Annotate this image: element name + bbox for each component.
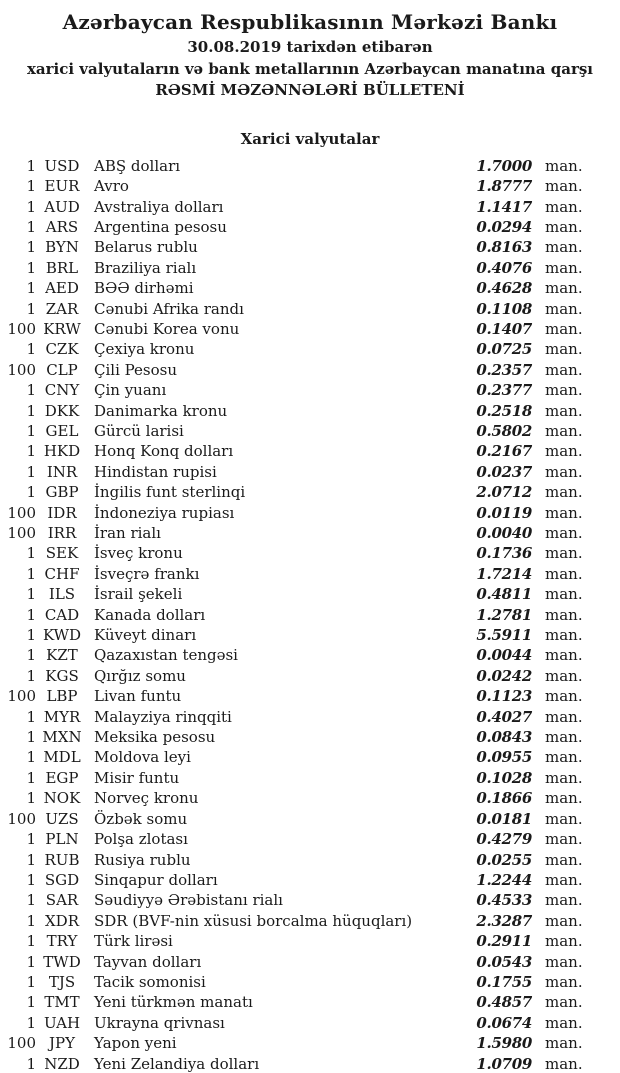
table-row	[0, 196, 620, 216]
unit-label-cell: man.	[545, 156, 583, 175]
unit-label-cell: man.	[545, 524, 583, 543]
table-row	[0, 849, 620, 869]
currency-name-cell: Yeni Zelandiya dolları	[94, 1054, 260, 1073]
rate-value-cell: 0.5802	[476, 421, 532, 440]
effective-date-line: 30.08.2019 tarixdən etibarən	[187, 38, 433, 56]
unit-label-cell: man.	[545, 462, 583, 481]
quantity-cell: 1	[26, 585, 36, 604]
rate-value-cell: 0.0543	[476, 952, 532, 971]
table-row	[0, 543, 620, 563]
quantity-cell: 1	[26, 483, 36, 502]
table-row	[0, 768, 620, 788]
currency-name-cell: İsrail şekeli	[94, 585, 183, 604]
rate-value-cell: 0.1123	[476, 687, 532, 706]
currency-code-cell: GEL	[45, 421, 79, 440]
currency-name-cell: Cənubi Korea vonu	[94, 319, 240, 338]
quantity-cell: 1	[26, 544, 36, 563]
rate-value-cell: 0.4811	[476, 585, 532, 604]
currency-name-cell: Norveç kronu	[94, 789, 199, 808]
rate-value-cell: 0.1755	[476, 972, 532, 991]
currency-code-cell: TRY	[46, 932, 78, 951]
currency-code-cell: TWD	[43, 952, 81, 971]
quantity-cell: 100	[7, 360, 36, 379]
bank-name-title: Azərbaycan Respublikasının Mərkəzi Bankı	[62, 10, 558, 34]
table-row	[0, 1033, 620, 1053]
rate-value-cell: 0.8163	[476, 238, 532, 257]
quantity-cell: 1	[26, 646, 36, 665]
rate-value-cell: 2.3287	[476, 911, 532, 930]
currency-code-cell: TJS	[48, 972, 76, 991]
currency-code-cell: CZK	[45, 340, 79, 359]
unit-label-cell: man.	[545, 360, 583, 379]
unit-label-cell: man.	[545, 238, 583, 257]
unit-label-cell: man.	[545, 503, 583, 522]
quantity-cell: 1	[26, 462, 36, 481]
unit-label-cell: man.	[545, 585, 583, 604]
rate-value-cell: 0.0119	[476, 503, 532, 522]
currency-code-cell: TMT	[44, 993, 80, 1012]
currency-code-cell: HKD	[43, 442, 81, 461]
unit-label-cell: man.	[545, 707, 583, 726]
quantity-cell: 1	[26, 850, 36, 869]
currency-name-cell: Çin yuanı	[94, 381, 167, 400]
unit-label-cell: man.	[545, 972, 583, 991]
table-row	[0, 278, 620, 298]
table-row	[0, 951, 620, 971]
currency-code-cell: USD	[44, 156, 80, 175]
currency-code-cell: GBP	[45, 483, 79, 502]
table-row	[0, 482, 620, 502]
quantity-cell: 1	[26, 891, 36, 910]
rate-value-cell: 0.2167	[476, 442, 532, 461]
table-row	[0, 686, 620, 706]
table-row	[0, 890, 620, 910]
rate-value-cell: 0.4076	[476, 258, 532, 277]
table-row	[0, 441, 620, 461]
currency-name-cell: Moldova leyi	[94, 748, 191, 767]
currency-name-cell: Çili Pesosu	[94, 360, 178, 379]
currency-name-cell: Avro	[94, 177, 129, 196]
table-row	[0, 829, 620, 849]
quantity-cell: 100	[7, 809, 36, 828]
rate-value-cell: 1.5980	[476, 1034, 532, 1053]
rate-value-cell: 0.4628	[476, 279, 532, 298]
rate-value-cell: 0.0242	[476, 666, 532, 685]
rate-value-cell: 0.1028	[476, 768, 532, 787]
table-row	[0, 645, 620, 665]
table-row	[0, 502, 620, 522]
currency-name-cell: Sinqapur dolları	[94, 870, 218, 889]
quantity-cell: 100	[7, 524, 36, 543]
table-row	[0, 176, 620, 196]
currency-code-cell: EUR	[44, 177, 80, 196]
currency-name-cell: Polşa zlotası	[94, 830, 188, 849]
table-row	[0, 400, 620, 420]
currency-name-cell: SDR (BVF-nin xüsusi borcalma hüquqları)	[94, 911, 413, 930]
currency-code-cell: PLN	[45, 830, 79, 849]
currency-name-cell: Misir funtu	[94, 768, 180, 787]
unit-label-cell: man.	[545, 1013, 583, 1032]
currency-name-cell: Küveyt dinarı	[94, 626, 197, 645]
currency-name-cell: Malayziya rinqqiti	[94, 707, 232, 726]
currency-name-cell: Özbək somu	[94, 809, 188, 828]
table-row	[0, 625, 620, 645]
quantity-cell: 1	[26, 258, 36, 277]
currency-name-cell: Çexiya kronu	[94, 340, 195, 359]
currency-code-cell: RUB	[44, 850, 80, 869]
currency-code-cell: KGS	[45, 666, 79, 685]
unit-label-cell: man.	[545, 319, 583, 338]
quantity-cell: 1	[26, 707, 36, 726]
quantity-cell: 1	[26, 401, 36, 420]
unit-label-cell: man.	[545, 768, 583, 787]
rate-value-cell: 0.2377	[476, 381, 532, 400]
rate-value-cell: 1.0709	[476, 1054, 532, 1073]
table-row	[0, 319, 620, 339]
quantity-cell: 1	[26, 666, 36, 685]
currency-code-cell: CAD	[44, 605, 80, 624]
currency-name-cell: Ukrayna qrivnası	[94, 1013, 225, 1032]
currency-name-cell: Qazaxıstan tengəsi	[94, 646, 238, 665]
bulletin-title: RƏSMİ MƏZƏNNƏLƏRİ BÜLLETENİ	[155, 81, 465, 99]
quantity-cell: 1	[26, 421, 36, 440]
currency-code-cell: IRR	[47, 524, 77, 543]
quantity-cell: 1	[26, 340, 36, 359]
currency-code-cell: INR	[46, 462, 78, 481]
unit-label-cell: man.	[545, 442, 583, 461]
rate-value-cell: 0.2518	[476, 401, 532, 420]
currency-code-cell: BRL	[45, 258, 79, 277]
unit-label-cell: man.	[545, 1054, 583, 1073]
unit-label-cell: man.	[545, 299, 583, 318]
rate-value-cell: 0.4279	[476, 830, 532, 849]
subject-line: xarici valyutaların və bank metallarının Azərbaycan manatına qarşı	[26, 59, 594, 78]
quantity-cell: 1	[26, 1013, 36, 1032]
unit-label-cell: man.	[545, 1034, 583, 1053]
table-row	[0, 421, 620, 441]
currency-code-cell: MYR	[43, 707, 81, 726]
currency-code-cell: KZT	[46, 646, 78, 665]
quantity-cell: 1	[26, 197, 36, 216]
unit-label-cell: man.	[545, 911, 583, 930]
quantity-cell: 1	[26, 1054, 36, 1073]
unit-label-cell: man.	[545, 626, 583, 645]
currency-name-cell: Türk lirəsi	[94, 932, 173, 951]
currency-name-cell: Gürcü larisi	[94, 421, 184, 440]
unit-label-cell: man.	[545, 666, 583, 685]
table-row	[0, 972, 620, 992]
rate-value-cell: 0.0725	[476, 340, 532, 359]
rate-value-cell: 1.8777	[476, 177, 532, 196]
unit-label-cell: man.	[545, 564, 583, 583]
currency-code-cell: CHF	[44, 564, 80, 583]
rate-value-cell: 0.4857	[476, 993, 532, 1012]
unit-label-cell: man.	[545, 830, 583, 849]
currency-code-cell: AUD	[44, 197, 80, 216]
quantity-cell: 1	[26, 626, 36, 645]
unit-label-cell: man.	[545, 279, 583, 298]
currency-name-cell: Rusiya rublu	[94, 850, 191, 869]
currency-code-cell: MDL	[43, 748, 81, 767]
currency-name-cell: İndoneziya rupiası	[94, 503, 235, 522]
table-row	[0, 380, 620, 400]
currency-name-cell: Meksika pesosu	[94, 728, 216, 747]
currency-code-cell: SEK	[45, 544, 79, 563]
table-row	[0, 339, 620, 359]
rate-value-cell: 0.2911	[476, 932, 532, 951]
unit-label-cell: man.	[545, 605, 583, 624]
currency-code-cell: UZS	[45, 809, 79, 828]
table-row	[0, 237, 620, 257]
currency-code-cell: NOK	[43, 789, 81, 808]
currency-code-cell: CNY	[44, 381, 80, 400]
currency-name-cell: Belarus rublu	[94, 238, 198, 257]
table-row	[0, 1013, 620, 1033]
currency-code-cell: SGD	[44, 870, 80, 889]
unit-label-cell: man.	[545, 421, 583, 440]
currency-code-cell: LBP	[46, 687, 78, 706]
quantity-cell: 1	[26, 442, 36, 461]
table-row	[0, 870, 620, 890]
currency-code-cell: CLP	[46, 360, 78, 379]
rate-value-cell: 0.0181	[476, 809, 532, 828]
quantity-cell: 1	[26, 279, 36, 298]
rate-value-cell: 0.1736	[476, 544, 532, 563]
rate-value-cell: 5.5911	[476, 626, 532, 645]
currency-code-cell: DKK	[44, 401, 80, 420]
unit-label-cell: man.	[545, 932, 583, 951]
quantity-cell: 1	[26, 911, 36, 930]
quantity-cell: 100	[7, 687, 36, 706]
unit-label-cell: man.	[545, 728, 583, 747]
unit-label-cell: man.	[545, 401, 583, 420]
unit-label-cell: man.	[545, 809, 583, 828]
quantity-cell: 1	[26, 932, 36, 951]
currency-name-cell: Danimarka kronu	[94, 401, 228, 420]
quantity-cell: 1	[26, 605, 36, 624]
currency-code-cell: MXN	[42, 728, 82, 747]
unit-label-cell: man.	[545, 646, 583, 665]
currency-name-cell: Avstraliya dolları	[94, 197, 224, 216]
rate-value-cell: 0.0294	[476, 217, 532, 236]
rate-value-cell: 0.0044	[476, 646, 532, 665]
rate-value-cell: 0.0237	[476, 462, 532, 481]
section-title-foreign-currencies: Xarici valyutalar	[240, 129, 380, 148]
table-row	[0, 1053, 620, 1073]
currency-code-cell: EGP	[45, 768, 79, 787]
rate-value-cell: 1.1417	[476, 197, 532, 216]
rate-value-cell: 0.1866	[476, 789, 532, 808]
currency-code-cell: IDR	[47, 503, 77, 522]
unit-label-cell: man.	[545, 870, 583, 889]
currency-name-cell: Tayvan dolları	[94, 952, 202, 971]
table-row	[0, 604, 620, 624]
currency-name-cell: Qırğız somu	[94, 666, 186, 685]
currency-code-cell: AED	[45, 279, 79, 298]
table-row	[0, 462, 620, 482]
quantity-cell: 1	[26, 789, 36, 808]
currency-name-cell: İsveç kronu	[94, 544, 183, 563]
currency-name-cell: İran rialı	[94, 524, 161, 543]
unit-label-cell: man.	[545, 993, 583, 1012]
currency-name-cell: ABŞ dolları	[94, 156, 181, 175]
unit-label-cell: man.	[545, 483, 583, 502]
unit-label-cell: man.	[545, 217, 583, 236]
table-row	[0, 788, 620, 808]
currency-code-cell: KRW	[43, 319, 81, 338]
unit-label-cell: man.	[545, 544, 583, 563]
unit-label-cell: man.	[545, 850, 583, 869]
rate-value-cell: 0.0674	[476, 1013, 532, 1032]
currency-code-cell: ILS	[48, 585, 76, 604]
table-row	[0, 666, 620, 686]
currency-code-cell: XDR	[45, 911, 79, 930]
table-row	[0, 584, 620, 604]
rate-value-cell: 0.4533	[476, 891, 532, 910]
quantity-cell: 1	[26, 768, 36, 787]
quantity-cell: 1	[26, 381, 36, 400]
rate-value-cell: 0.1407	[476, 319, 532, 338]
currency-code-cell: NZD	[44, 1054, 80, 1073]
quantity-cell: 1	[26, 993, 36, 1012]
table-row	[0, 706, 620, 726]
currency-name-cell: Cənubi Afrika randı	[94, 299, 244, 318]
table-row	[0, 727, 620, 747]
currency-name-cell: BƏƏ dirhəmi	[94, 279, 194, 298]
quantity-cell: 1	[26, 972, 36, 991]
quantity-cell: 1	[26, 728, 36, 747]
quantity-cell: 1	[26, 748, 36, 767]
currency-code-cell: SAR	[45, 891, 79, 910]
quantity-cell: 1	[26, 830, 36, 849]
quantity-cell: 1	[26, 177, 36, 196]
unit-label-cell: man.	[545, 177, 583, 196]
currency-name-cell: Hindistan rupisi	[94, 462, 217, 481]
currency-name-cell: Yapon yeni	[94, 1034, 177, 1053]
unit-label-cell: man.	[545, 197, 583, 216]
unit-label-cell: man.	[545, 891, 583, 910]
quantity-cell: 100	[7, 503, 36, 522]
rates-table	[0, 156, 620, 1073]
currency-name-cell: Yeni türkmən manatı	[94, 993, 253, 1012]
table-row	[0, 156, 620, 176]
rate-value-cell: 0.1108	[476, 299, 532, 318]
rate-value-cell: 0.4027	[476, 707, 532, 726]
currency-name-cell: Braziliya rialı	[94, 258, 197, 277]
quantity-cell: 1	[26, 952, 36, 971]
currency-name-cell: Səudiyyə Ərəbistanı rialı	[94, 891, 283, 910]
quantity-cell: 1	[26, 217, 36, 236]
rate-value-cell: 0.0955	[476, 748, 532, 767]
table-row	[0, 992, 620, 1012]
currency-name-cell: Tacik somonisi	[94, 972, 206, 991]
quantity-cell: 1	[26, 299, 36, 318]
quantity-cell: 100	[7, 1034, 36, 1053]
rate-value-cell: 1.7214	[476, 564, 532, 583]
table-row	[0, 747, 620, 767]
rate-value-cell: 0.0843	[476, 728, 532, 747]
document-header	[0, 0, 620, 102]
unit-label-cell: man.	[545, 952, 583, 971]
currency-code-cell: KWD	[42, 626, 82, 645]
currency-name-cell: İngilis funt sterlinqi	[94, 483, 246, 502]
table-row	[0, 564, 620, 584]
quantity-cell: 1	[26, 156, 36, 175]
currency-code-cell: ZAR	[45, 299, 79, 318]
currency-name-cell: Honq Konq dolları	[94, 442, 234, 461]
currency-name-cell: İsveçrə frankı	[94, 564, 200, 583]
table-row	[0, 258, 620, 278]
table-row	[0, 523, 620, 543]
quantity-cell: 1	[26, 238, 36, 257]
unit-label-cell: man.	[545, 789, 583, 808]
rate-value-cell: 0.0255	[476, 850, 532, 869]
currency-code-cell: UAH	[43, 1013, 81, 1032]
table-row	[0, 809, 620, 829]
rate-value-cell: 1.2244	[476, 870, 532, 889]
currency-name-cell: Livan funtu	[94, 687, 182, 706]
unit-label-cell: man.	[545, 258, 583, 277]
table-row	[0, 217, 620, 237]
unit-label-cell: man.	[545, 687, 583, 706]
table-row	[0, 911, 620, 931]
quantity-cell: 1	[26, 564, 36, 583]
table-row	[0, 298, 620, 318]
unit-label-cell: man.	[545, 340, 583, 359]
quantity-cell: 100	[7, 319, 36, 338]
quantity-cell: 1	[26, 870, 36, 889]
currency-code-cell: JPY	[48, 1034, 75, 1053]
currency-code-cell: ARS	[45, 217, 79, 236]
currency-name-cell: Kanada dolları	[94, 605, 206, 624]
rate-value-cell: 1.2781	[476, 605, 532, 624]
unit-label-cell: man.	[545, 748, 583, 767]
table-row	[0, 931, 620, 951]
rate-value-cell: 2.0712	[476, 483, 532, 502]
rate-value-cell: 1.7000	[476, 156, 532, 175]
unit-label-cell: man.	[545, 381, 583, 400]
rate-value-cell: 0.0040	[476, 524, 532, 543]
rate-value-cell: 0.2357	[476, 360, 532, 379]
currency-name-cell: Argentina pesosu	[94, 217, 227, 236]
table-row	[0, 360, 620, 380]
currency-code-cell: BYN	[45, 238, 79, 257]
